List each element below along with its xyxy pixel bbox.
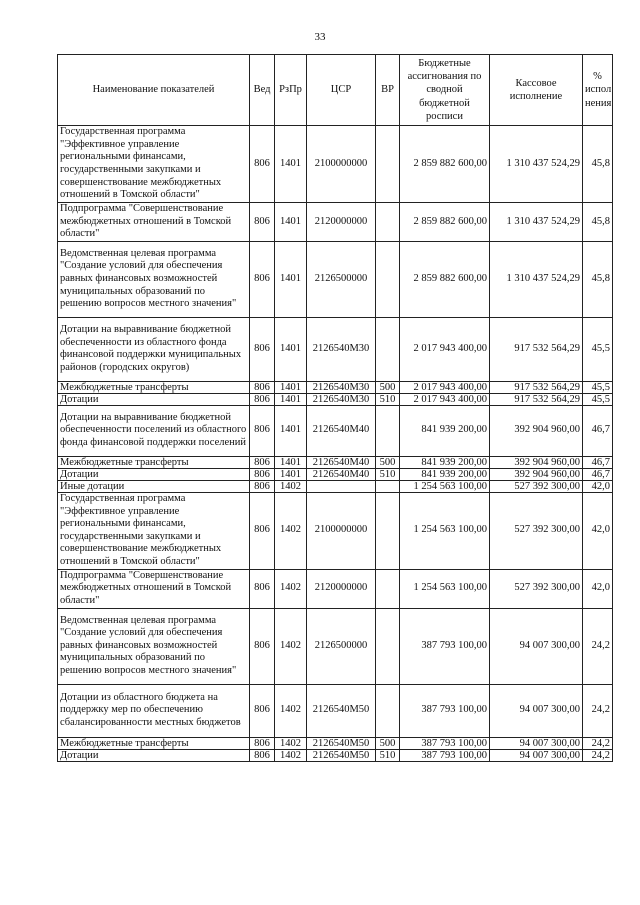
- cell-percent: 45,8: [583, 241, 613, 317]
- cell-percent: 45,5: [583, 393, 613, 405]
- cell-rzpr: 1402: [275, 737, 307, 749]
- cell-rzpr: 1401: [275, 393, 307, 405]
- cell-assignments: 2 017 943 400,00: [400, 381, 490, 393]
- header-name: Наименование показателей: [58, 55, 250, 126]
- cell-csr: 2126540М30: [307, 393, 376, 405]
- cell-ved: 806: [250, 456, 275, 468]
- cell-rzpr: 1401: [275, 456, 307, 468]
- table-row: [58, 749, 613, 761]
- cell-cash-execution: 1 310 437 524,29: [490, 203, 583, 242]
- cell-percent: 42,0: [583, 480, 613, 492]
- table-row: [58, 381, 613, 393]
- cell-assignments: 2 859 882 600,00: [400, 126, 490, 203]
- cell-cash-execution: 917 532 564,29: [490, 393, 583, 405]
- cell-ved: 806: [250, 405, 275, 456]
- cell-name: Межбюджетные трансферты: [58, 381, 250, 393]
- cell-cash-execution: 917 532 564,29: [490, 317, 583, 381]
- table-row: [58, 684, 613, 737]
- cell-vr: 500: [376, 456, 400, 468]
- cell-vr: [376, 492, 400, 569]
- table-row: [58, 468, 613, 480]
- cell-name: Ведомственная целевая программа "Создание условий для обеспечения равных финансовых возможностей муниципальных образований по решению вопросов местного значения": [58, 241, 250, 317]
- cell-percent: 46,7: [583, 456, 613, 468]
- cell-name: Дотации: [58, 468, 250, 480]
- cell-csr: 2120000000: [307, 569, 376, 608]
- table-row: [58, 241, 613, 317]
- header-csr: ЦСР: [307, 55, 376, 126]
- cell-percent: 24,2: [583, 749, 613, 761]
- table-row: [58, 737, 613, 749]
- cell-cash-execution: 527 392 300,00: [490, 492, 583, 569]
- cell-assignments: 2 017 943 400,00: [400, 317, 490, 381]
- cell-vr: [376, 684, 400, 737]
- cell-vr: [376, 317, 400, 381]
- cell-assignments: 1 254 563 100,00: [400, 480, 490, 492]
- table-row: [58, 126, 613, 203]
- page-number: 33: [314, 31, 326, 43]
- table-row: [58, 569, 613, 608]
- cell-assignments: 1 254 563 100,00: [400, 569, 490, 608]
- cell-percent: 24,2: [583, 608, 613, 684]
- cell-ved: 806: [250, 468, 275, 480]
- cell-percent: 46,7: [583, 405, 613, 456]
- cell-csr: 2100000000: [307, 492, 376, 569]
- cell-name: Государственная программа "Эффективное управление региональными финансами, государственными закупками и совершенствование межбюджетных отношений в Томской области": [58, 126, 250, 203]
- cell-name: Дотации: [58, 393, 250, 405]
- cell-rzpr: 1402: [275, 749, 307, 761]
- cell-assignments: 2 859 882 600,00: [400, 241, 490, 317]
- cell-assignments: 2 859 882 600,00: [400, 203, 490, 242]
- cell-cash-execution: 527 392 300,00: [490, 569, 583, 608]
- cell-ved: 806: [250, 393, 275, 405]
- cell-name: Государственная программа "Эффективное управление региональными финансами, государственными закупками и совершенствование межбюджетных отношений в Томской области": [58, 492, 250, 569]
- cell-ved: 806: [250, 749, 275, 761]
- cell-csr: 2126540М30: [307, 381, 376, 393]
- cell-percent: 42,0: [583, 492, 613, 569]
- cell-cash-execution: 94 007 300,00: [490, 737, 583, 749]
- header-ved: Вед: [250, 55, 275, 126]
- cell-cash-execution: 94 007 300,00: [490, 684, 583, 737]
- cell-rzpr: 1402: [275, 684, 307, 737]
- cell-cash-execution: 1 310 437 524,29: [490, 126, 583, 203]
- cell-assignments: 387 793 100,00: [400, 608, 490, 684]
- cell-ved: 806: [250, 492, 275, 569]
- header-cash-execution: Кассовое исполнение: [490, 55, 583, 126]
- cell-cash-execution: 392 904 960,00: [490, 405, 583, 456]
- cell-assignments: 841 939 200,00: [400, 468, 490, 480]
- cell-name: Подпрограмма "Совершенствование межбюджетных отношений в Томской области": [58, 203, 250, 242]
- cell-ved: 806: [250, 241, 275, 317]
- cell-cash-execution: 1 310 437 524,29: [490, 241, 583, 317]
- cell-rzpr: 1401: [275, 405, 307, 456]
- cell-rzpr: 1402: [275, 492, 307, 569]
- table-row: [58, 480, 613, 492]
- cell-name: Дотации на выравнивание бюджетной обеспеченности из областного фонда финансовой поддержки муниципальных районов (городских округов): [58, 317, 250, 381]
- cell-assignments: 841 939 200,00: [400, 405, 490, 456]
- cell-percent: 45,5: [583, 381, 613, 393]
- cell-ved: 806: [250, 608, 275, 684]
- cell-csr: [307, 480, 376, 492]
- cell-assignments: 841 939 200,00: [400, 456, 490, 468]
- cell-cash-execution: 392 904 960,00: [490, 468, 583, 480]
- cell-cash-execution: 392 904 960,00: [490, 456, 583, 468]
- cell-csr: 2126540М40: [307, 468, 376, 480]
- table-row: [58, 317, 613, 381]
- cell-rzpr: 1402: [275, 608, 307, 684]
- cell-assignments: 1 254 563 100,00: [400, 492, 490, 569]
- cell-ved: 806: [250, 684, 275, 737]
- cell-csr: 2100000000: [307, 126, 376, 203]
- cell-assignments: 387 793 100,00: [400, 749, 490, 761]
- cell-ved: 806: [250, 569, 275, 608]
- cell-name: Дотации из областного бюджета на поддержку мер по обеспечению сбалансированности местных бюджетов: [58, 684, 250, 737]
- table-row: [58, 405, 613, 456]
- cell-percent: 45,5: [583, 317, 613, 381]
- cell-vr: 500: [376, 737, 400, 749]
- cell-cash-execution: 917 532 564,29: [490, 381, 583, 393]
- cell-ved: 806: [250, 317, 275, 381]
- header-vr: ВР: [376, 55, 400, 126]
- cell-vr: [376, 241, 400, 317]
- cell-vr: [376, 203, 400, 242]
- header-assignments: Бюджетные ассигнования по сводной бюджетной росписи: [400, 55, 490, 126]
- table-row: [58, 393, 613, 405]
- cell-csr: 2126540М50: [307, 749, 376, 761]
- cell-percent: 24,2: [583, 737, 613, 749]
- cell-percent: 46,7: [583, 468, 613, 480]
- cell-csr: 2126540М50: [307, 684, 376, 737]
- cell-vr: [376, 608, 400, 684]
- cell-vr: 510: [376, 749, 400, 761]
- cell-assignments: 387 793 100,00: [400, 684, 490, 737]
- cell-rzpr: 1401: [275, 203, 307, 242]
- cell-assignments: 2 017 943 400,00: [400, 393, 490, 405]
- table-header-row: [58, 55, 613, 126]
- cell-rzpr: 1401: [275, 317, 307, 381]
- cell-rzpr: 1402: [275, 569, 307, 608]
- cell-ved: 806: [250, 480, 275, 492]
- cell-name: Межбюджетные трансферты: [58, 737, 250, 749]
- cell-vr: 500: [376, 381, 400, 393]
- table-row: [58, 456, 613, 468]
- cell-name: Ведомственная целевая программа "Создание условий для обеспечения равных финансовых возможностей муниципальных образований по решению вопросов местного значения": [58, 608, 250, 684]
- cell-ved: 806: [250, 203, 275, 242]
- cell-rzpr: 1401: [275, 241, 307, 317]
- cell-ved: 806: [250, 381, 275, 393]
- budget-execution-table: [57, 54, 613, 762]
- cell-name: Дотации: [58, 749, 250, 761]
- header-percent: % испол нения: [583, 55, 613, 126]
- cell-csr: 2126540М40: [307, 456, 376, 468]
- cell-ved: 806: [250, 737, 275, 749]
- cell-csr: 2126540М50: [307, 737, 376, 749]
- cell-name: Иные дотации: [58, 480, 250, 492]
- cell-percent: 45,8: [583, 203, 613, 242]
- table-row: [58, 203, 613, 242]
- cell-cash-execution: 94 007 300,00: [490, 608, 583, 684]
- cell-vr: [376, 569, 400, 608]
- cell-rzpr: 1401: [275, 381, 307, 393]
- table-row: [58, 492, 613, 569]
- cell-csr: 2126540М40: [307, 405, 376, 456]
- cell-vr: 510: [376, 468, 400, 480]
- cell-vr: 510: [376, 393, 400, 405]
- cell-ved: 806: [250, 126, 275, 203]
- cell-csr: 2126540М30: [307, 317, 376, 381]
- cell-csr: 2126500000: [307, 608, 376, 684]
- cell-percent: 24,2: [583, 684, 613, 737]
- cell-vr: [376, 405, 400, 456]
- cell-rzpr: 1402: [275, 480, 307, 492]
- cell-rzpr: 1401: [275, 126, 307, 203]
- cell-vr: [376, 126, 400, 203]
- cell-cash-execution: 94 007 300,00: [490, 749, 583, 761]
- cell-cash-execution: 527 392 300,00: [490, 480, 583, 492]
- cell-csr: 2126500000: [307, 241, 376, 317]
- cell-name: Межбюджетные трансферты: [58, 456, 250, 468]
- cell-name: Дотации на выравнивание бюджетной обеспеченности поселений из областного фонда финансовой поддержки поселений: [58, 405, 250, 456]
- cell-name: Подпрограмма "Совершенствование межбюджетных отношений в Томской области": [58, 569, 250, 608]
- cell-assignments: 387 793 100,00: [400, 737, 490, 749]
- header-rzpr: РзПр: [275, 55, 307, 126]
- table-row: [58, 608, 613, 684]
- cell-csr: 2120000000: [307, 203, 376, 242]
- cell-rzpr: 1401: [275, 468, 307, 480]
- cell-percent: 45,8: [583, 126, 613, 203]
- cell-percent: 42,0: [583, 569, 613, 608]
- cell-vr: [376, 480, 400, 492]
